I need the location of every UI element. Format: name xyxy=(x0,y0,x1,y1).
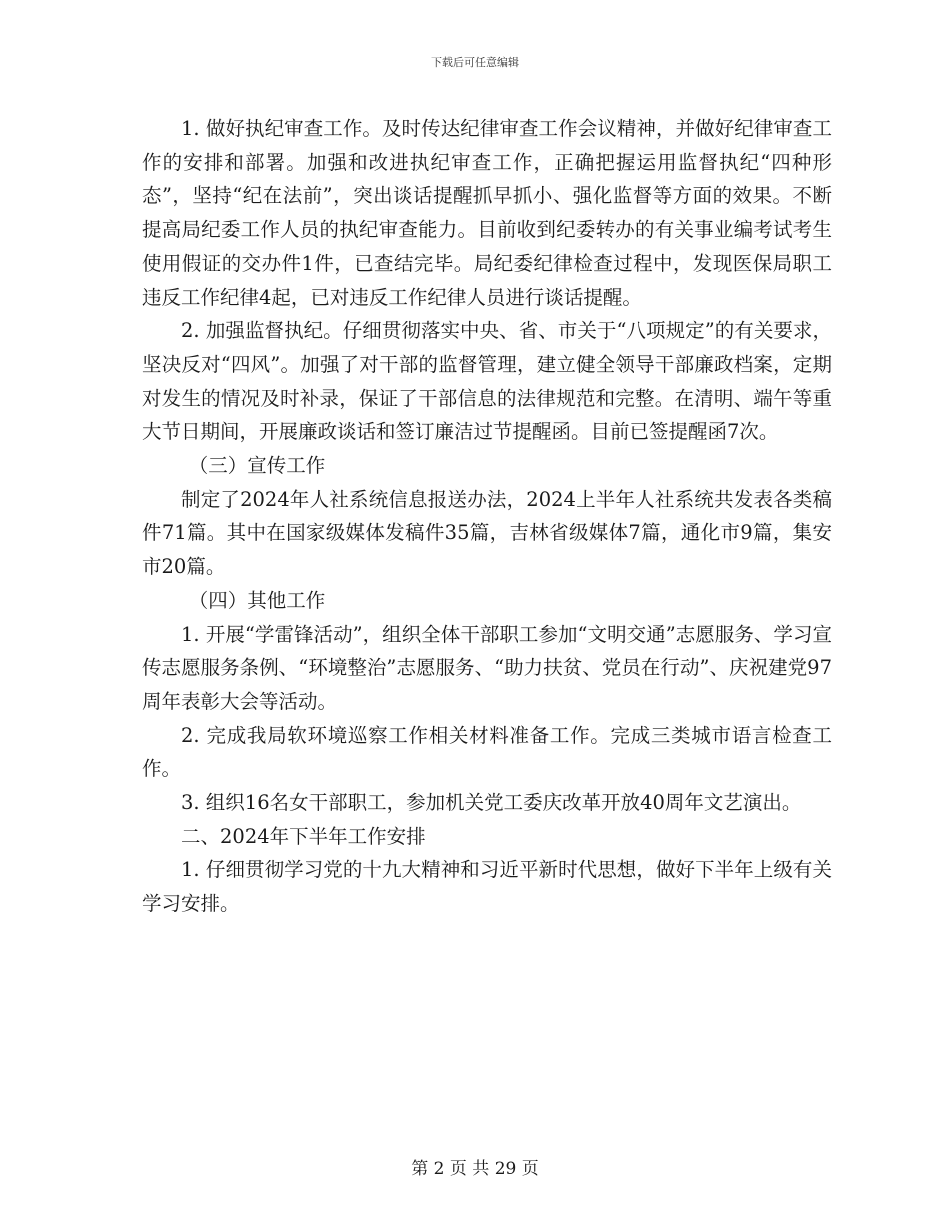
paragraph-publicity: 制定了2024年人社系统信息报送办法，2024上半年人社系统共发表各类稿件71篇。其中在国家级媒体发稿件35篇，吉林省级媒体7篇，通化市9篇，集安市20篇。 xyxy=(142,487,832,579)
page-number: 第 2 页 共 29 页 xyxy=(411,1159,539,1179)
page-header-note: 下载后可任意编辑 xyxy=(431,56,519,69)
paragraph-supervision: 2. 加强监督执纪。仔细贯彻落实中央、省、市关于“八项规定”的有关要求，坚决反对“四风”。加强了对干部的监督管理，建立健全领导干部廉政档案，定期对发生的情况及时补录，保证了干部信息的法律规范和完整。在清明、端午等重大节日期间，开展廉政谈话和签订廉洁过节提醒函。目前已签提醒函7次。 xyxy=(142,319,832,444)
paragraph-inspection-prep: 2. 完成我局软环境巡察工作相关材料准备工作。完成三类城市语言检查工作。 xyxy=(142,723,832,781)
paragraph-performance: 3. 组织16名女干部职工，参加机关党工委庆改革开放40周年文艺演出。 xyxy=(181,791,802,815)
heading-other-work: （四）其他工作 xyxy=(188,588,326,612)
paragraph-study-plan: 1. 仔细贯彻学习党的十九大精神和习近平新时代思想，做好下半年上级有关学习安排。 xyxy=(142,858,832,916)
paragraph-volunteer-activities: 1. 开展“学雷锋活动”，组织全体干部职工参加“文明交通”志愿服务、学习宣传志愿服务条例、“环境整治”志愿服务、“助力扶贫、党员在行动”、庆祝建党97周年表彰大会等活动。 xyxy=(142,622,832,713)
heading-publicity-work: （三）宣传工作 xyxy=(188,454,326,478)
document-body xyxy=(142,112,832,921)
paragraph-discipline-review: 1. 做好执纪审查工作。及时传达纪律审查工作会议精神，并做好纪律审查工作的安排和部署。加强和改进执纪审查工作，正确把握运用监督执纪“四种形态”，坚持“纪在法前”，突出谈话提醒抓早抓小、强化监督等方面的效果。不断提高局纪委工作人员的执纪审查能力。目前收到纪委转办的有关事业编考试考生使用假证的交办件1件，已查结完毕。局纪委纪律检查过程中，发现医保局职工违反工作纪律4起，已对违反工作纪律人员进行谈话提醒。 xyxy=(142,117,832,309)
heading-second-half-plan: 二、2024年下半年工作安排 xyxy=(181,824,426,848)
